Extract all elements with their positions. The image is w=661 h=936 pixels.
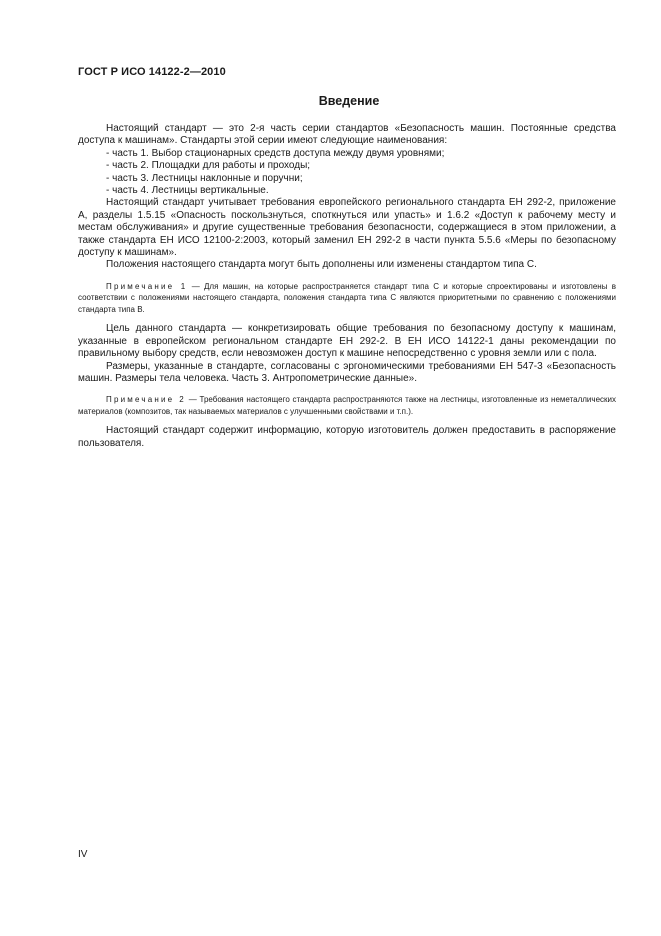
paragraph-amendments: Положения настоящего стандарта могут быть дополнены или изменены стандартом типа С. bbox=[106, 259, 537, 271]
spacer bbox=[78, 385, 616, 394]
paragraph-purpose: Цель данного стандарта — конкретизировать общие требования по безопасному доступу к машинам, указанные в европейском региональном стандарте ЕН 292-2. В ЕН ИСО 14122-1 даны рекомендации по правильному выбору средств, если невозможен доступ к машине непосредственно с уровня земли или с пола. bbox=[78, 323, 616, 360]
note-1-text: — Для машин, на которые распространяется стандарт типа С и которые спроектированы и изготовлены в соответствии с положениями настоящего стандарта, положения стандарта типа С являются приоритетными по сравнению с положениями стандарта типа В. bbox=[78, 281, 616, 314]
paragraph-requirements: Настоящий стандарт учитывает требования европейского регионального стандарта ЕН 292-2, приложение А, разделы 1.5.15 «Опасность поскользнуться, споткнуться или упасть» и 1.6.2 «Доступ к рабочему месту и местам обслуживания» и другие существенные требования безопасности, содержащиеся в этом приложении, а также стандарта ЕН ИСО 12100-2:2003, который заменил ЕН 292-2 в части пункта 5.5.6 «Меры по безопасному доступу к машинам». bbox=[78, 197, 616, 259]
note-1-label: Примечание 1 bbox=[106, 281, 188, 291]
section-title: Введение bbox=[318, 94, 380, 108]
list-item-part-2: - часть 2. Площадки для работы и проходы; bbox=[106, 160, 311, 172]
list-item-part-1: - часть 1. Выбор стационарных средств доступа между двумя уровнями; bbox=[106, 147, 445, 159]
note-2 bbox=[78, 394, 616, 417]
note-2-label: Примечание 2 bbox=[106, 395, 186, 405]
list-item-part-4: - часть 4. Лестницы вертикальные. bbox=[106, 185, 269, 197]
note-2-text: — Требования настоящего стандарта распространяются также на лестницы, изготовленные из неметаллических материалов (композитов, так называемых материалов с улучшенными свойствами и т.п.). bbox=[78, 395, 616, 416]
section-body bbox=[78, 123, 616, 450]
standard-id-header: ГОСТ Р ИСО 14122-2—2010 bbox=[78, 66, 226, 78]
list-item-part-3: - часть 3. Лестницы наклонные и поручни; bbox=[106, 172, 303, 184]
note-1 bbox=[78, 281, 616, 316]
page-number: IV bbox=[78, 849, 88, 860]
paragraph-intro: Настоящий стандарт — это 2-я часть серии стандартов «Безопасность машин. Постоянные средства доступа к машинам». Стандарты этой серии имеют следующие наименования: bbox=[78, 123, 616, 147]
spacer bbox=[78, 272, 616, 281]
paragraph-dimensions: Размеры, указанные в стандарте, согласованы с эргономическими требованиями ЕН 547-3 «Безопасность машин. Размеры тела человека. Часть 3. Антропометрические данные». bbox=[78, 360, 616, 384]
paragraph-information: Настоящий стандарт содержит информацию, которую изготовитель должен предоставить в распоряжение пользователя. bbox=[78, 425, 616, 449]
